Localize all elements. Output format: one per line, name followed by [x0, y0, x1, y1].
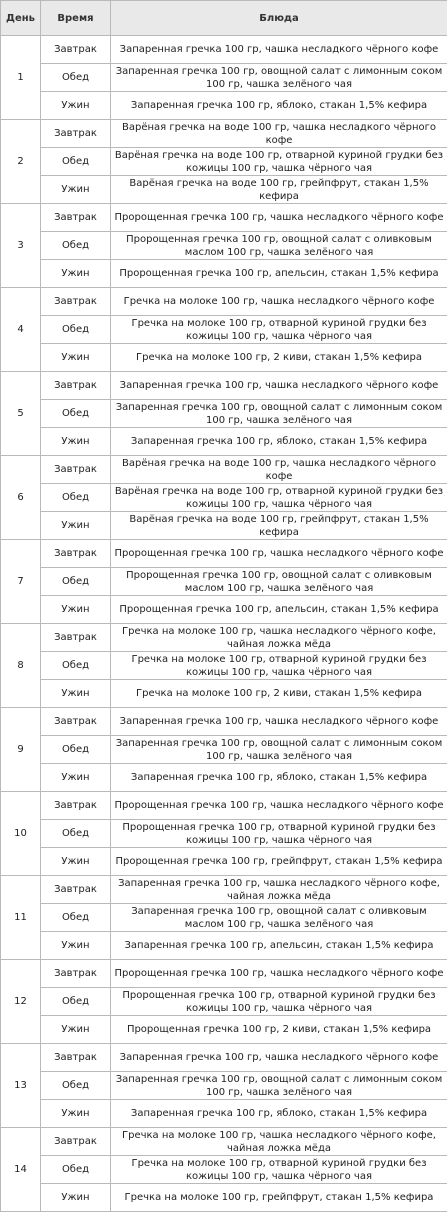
meal-time: Завтрак [41, 1128, 111, 1156]
table-row [1, 1016, 447, 1044]
table-row [1, 120, 447, 148]
meal-time: Обед [41, 400, 111, 428]
table-row [1, 1128, 447, 1156]
meal-time: Завтрак [41, 120, 111, 148]
table-row [1, 904, 447, 932]
table-row [1, 1072, 447, 1100]
day-number: 13 [1, 1044, 41, 1128]
table-row [1, 484, 447, 512]
meal-dish: Варёная гречка на воде 100 гр, чашка несладкого чёрного кофе [111, 456, 447, 484]
meal-time: Ужин [41, 512, 111, 540]
meal-dish: Пророщенная гречка 100 гр, отварной куриной грудки без кожицы 100 гр, чашка чёрного чая [111, 988, 447, 1016]
meal-dish: Пророщенная гречка 100 гр, апельсин, стакан 1,5% кефира [111, 596, 447, 624]
table-row [1, 764, 447, 792]
meal-time: Завтрак [41, 540, 111, 568]
meal-dish: Пророщенная гречка 100 гр, отварной куриной грудки без кожицы 100 гр, чашка чёрного чая [111, 820, 447, 848]
meal-dish: Запаренная гречка 100 гр, апельсин, стакан 1,5% кефира [111, 932, 447, 960]
table-row [1, 792, 447, 820]
meal-time: Завтрак [41, 1044, 111, 1072]
meal-dish: Запаренная гречка 100 гр, чашка несладкого чёрного кофе, чайная ложка мёда [111, 876, 447, 904]
table-row [1, 204, 447, 232]
meal-dish: Пророщенная гречка 100 гр, чашка несладкого чёрного кофе [111, 540, 447, 568]
table-row [1, 540, 447, 568]
day-number: 14 [1, 1128, 41, 1212]
meal-dish: Запаренная гречка 100 гр, овощной салат с оливковым маслом 100 гр, чашка зелёного чая [111, 904, 447, 932]
table-row [1, 512, 447, 540]
table-row [1, 36, 447, 64]
meal-time: Завтрак [41, 204, 111, 232]
meal-dish: Варёная гречка на воде 100 гр, грейпфрут, стакан 1,5% кефира [111, 176, 447, 204]
table-row [1, 232, 447, 260]
meal-dish: Гречка на молоке 100 гр, 2 киви, стакан 1,5% кефира [111, 344, 447, 372]
meal-time: Обед [41, 1156, 111, 1184]
table-row [1, 288, 447, 316]
day-number: 7 [1, 540, 41, 624]
meal-dish: Пророщенная гречка 100 гр, чашка несладкого чёрного кофе [111, 204, 447, 232]
table-row [1, 652, 447, 680]
meal-time: Ужин [41, 92, 111, 120]
meal-time: Завтрак [41, 960, 111, 988]
table-row [1, 148, 447, 176]
day-number: 12 [1, 960, 41, 1044]
table-row [1, 680, 447, 708]
meal-dish: Запаренная гречка 100 гр, овощной салат с лимонным соком 100 гр, чашка зелёного чая [111, 64, 447, 92]
table-row [1, 848, 447, 876]
day-number: 9 [1, 708, 41, 792]
meal-time: Обед [41, 484, 111, 512]
meal-time: Ужин [41, 1184, 111, 1212]
meal-dish: Пророщенная гречка 100 гр, апельсин, стакан 1,5% кефира [111, 260, 447, 288]
meal-time: Обед [41, 736, 111, 764]
meal-time: Обед [41, 652, 111, 680]
header-dishes: Блюда [111, 1, 447, 36]
meal-time: Обед [41, 316, 111, 344]
table-row [1, 932, 447, 960]
meal-dish: Варёная гречка на воде 100 гр, чашка несладкого чёрного кофе [111, 120, 447, 148]
header-day: День [1, 1, 41, 36]
meal-time: Завтрак [41, 288, 111, 316]
meal-dish: Запаренная гречка 100 гр, чашка несладкого чёрного кофе [111, 36, 447, 64]
meal-time: Обед [41, 568, 111, 596]
meal-time: Обед [41, 148, 111, 176]
table-row [1, 400, 447, 428]
meal-time: Ужин [41, 596, 111, 624]
meal-dish: Варёная гречка на воде 100 гр, грейпфрут, стакан 1,5% кефира [111, 512, 447, 540]
meal-time: Ужин [41, 428, 111, 456]
meal-dish: Пророщенная гречка 100 гр, 2 киви, стакан 1,5% кефира [111, 1016, 447, 1044]
table-row [1, 708, 447, 736]
meal-dish: Запаренная гречка 100 гр, чашка несладкого чёрного кофе [111, 1044, 447, 1072]
meal-dish: Гречка на молоке 100 гр, грейпфрут, стакан 1,5% кефира [111, 1184, 447, 1212]
meal-dish: Запаренная гречка 100 гр, чашка несладкого чёрного кофе [111, 372, 447, 400]
day-number: 6 [1, 456, 41, 540]
meal-time: Ужин [41, 932, 111, 960]
table-row [1, 596, 447, 624]
meal-time: Обед [41, 988, 111, 1016]
meal-dish: Пророщенная гречка 100 гр, грейпфрут, стакан 1,5% кефира [111, 848, 447, 876]
table-row [1, 316, 447, 344]
meal-time: Завтрак [41, 792, 111, 820]
meal-dish: Пророщенная гречка 100 гр, овощной салат с оливковым маслом 100 гр, чашка зелёного чая [111, 568, 447, 596]
meal-time: Ужин [41, 680, 111, 708]
day-number: 5 [1, 372, 41, 456]
day-number: 8 [1, 624, 41, 708]
meal-dish: Гречка на молоке 100 гр, 2 киви, стакан 1,5% кефира [111, 680, 447, 708]
table-row [1, 428, 447, 456]
meal-time: Ужин [41, 848, 111, 876]
meal-time: Завтрак [41, 36, 111, 64]
table-row [1, 1184, 447, 1212]
meal-dish: Гречка на молоке 100 гр, отварной куриной грудки без кожицы 100 гр, чашка чёрного чая [111, 316, 447, 344]
table-row [1, 176, 447, 204]
meal-dish: Запаренная гречка 100 гр, овощной салат с лимонным соком 100 гр, чашка зелёного чая [111, 400, 447, 428]
table-row [1, 820, 447, 848]
table-row [1, 876, 447, 904]
day-number: 11 [1, 876, 41, 960]
table-row [1, 372, 447, 400]
meal-dish: Гречка на молоке 100 гр, отварной куриной грудки без кожицы 100 гр, чашка чёрного чая [111, 1156, 447, 1184]
header-row [1, 1, 447, 36]
meal-dish: Пророщенная гречка 100 гр, чашка несладкого чёрного кофе [111, 960, 447, 988]
header-time: Время [41, 1, 111, 36]
meal-time: Завтрак [41, 708, 111, 736]
meal-dish: Гречка на молоке 100 гр, чашка несладкого чёрного кофе [111, 288, 447, 316]
table-row [1, 344, 447, 372]
table-row [1, 960, 447, 988]
meal-dish: Запаренная гречка 100 гр, яблоко, стакан 1,5% кефира [111, 1100, 447, 1128]
menu-body [1, 36, 447, 1212]
meal-dish: Запаренная гречка 100 гр, овощной салат с лимонным соком 100 гр, чашка зелёного чая [111, 1072, 447, 1100]
meal-time: Обед [41, 1072, 111, 1100]
meal-dish: Пророщенная гречка 100 гр, чашка несладкого чёрного кофе [111, 792, 447, 820]
meal-time: Обед [41, 820, 111, 848]
table-row [1, 1044, 447, 1072]
meal-dish: Запаренная гречка 100 гр, яблоко, стакан 1,5% кефира [111, 92, 447, 120]
table-row [1, 736, 447, 764]
meal-dish: Гречка на молоке 100 гр, чашка несладкого чёрного кофе, чайная ложка мёда [111, 624, 447, 652]
meal-dish: Запаренная гречка 100 гр, яблоко, стакан 1,5% кефира [111, 428, 447, 456]
meal-time: Ужин [41, 1016, 111, 1044]
meal-dish: Гречка на молоке 100 гр, отварной куриной грудки без кожицы 100 гр, чашка чёрного чая [111, 652, 447, 680]
meal-time: Ужин [41, 176, 111, 204]
meal-dish: Пророщенная гречка 100 гр, овощной салат с оливковым маслом 100 гр, чашка зелёного чая [111, 232, 447, 260]
table-row [1, 456, 447, 484]
table-row [1, 260, 447, 288]
meal-time: Ужин [41, 344, 111, 372]
table-row [1, 64, 447, 92]
meal-time: Ужин [41, 764, 111, 792]
meal-dish: Запаренная гречка 100 гр, чашка несладкого чёрного кофе [111, 708, 447, 736]
day-number: 4 [1, 288, 41, 372]
meal-time: Ужин [41, 260, 111, 288]
meal-time: Завтрак [41, 372, 111, 400]
meal-dish: Запаренная гречка 100 гр, яблоко, стакан 1,5% кефира [111, 764, 447, 792]
table-row [1, 1156, 447, 1184]
table-row [1, 988, 447, 1016]
meal-time: Завтрак [41, 456, 111, 484]
meal-time: Обед [41, 64, 111, 92]
table-row [1, 568, 447, 596]
meal-time: Завтрак [41, 624, 111, 652]
day-number: 3 [1, 204, 41, 288]
meal-dish: Гречка на молоке 100 гр, чашка несладкого чёрного кофе, чайная ложка мёда [111, 1128, 447, 1156]
meal-dish: Варёная гречка на воде 100 гр, отварной куриной грудки без кожицы 100 гр, чашка чёрного чая [111, 484, 447, 512]
meal-dish: Варёная гречка на воде 100 гр, отварной куриной грудки без кожицы 100 гр, чашка чёрного чая [111, 148, 447, 176]
table-row [1, 624, 447, 652]
meal-time: Завтрак [41, 876, 111, 904]
meal-dish: Запаренная гречка 100 гр, овощной салат с лимонным соком 100 гр, чашка зелёного чая [111, 736, 447, 764]
meal-time: Ужин [41, 1100, 111, 1128]
table-row [1, 92, 447, 120]
meal-time: Обед [41, 904, 111, 932]
table-row [1, 1100, 447, 1128]
day-number: 1 [1, 36, 41, 120]
day-number: 10 [1, 792, 41, 876]
day-number: 2 [1, 120, 41, 204]
meal-time: Обед [41, 232, 111, 260]
